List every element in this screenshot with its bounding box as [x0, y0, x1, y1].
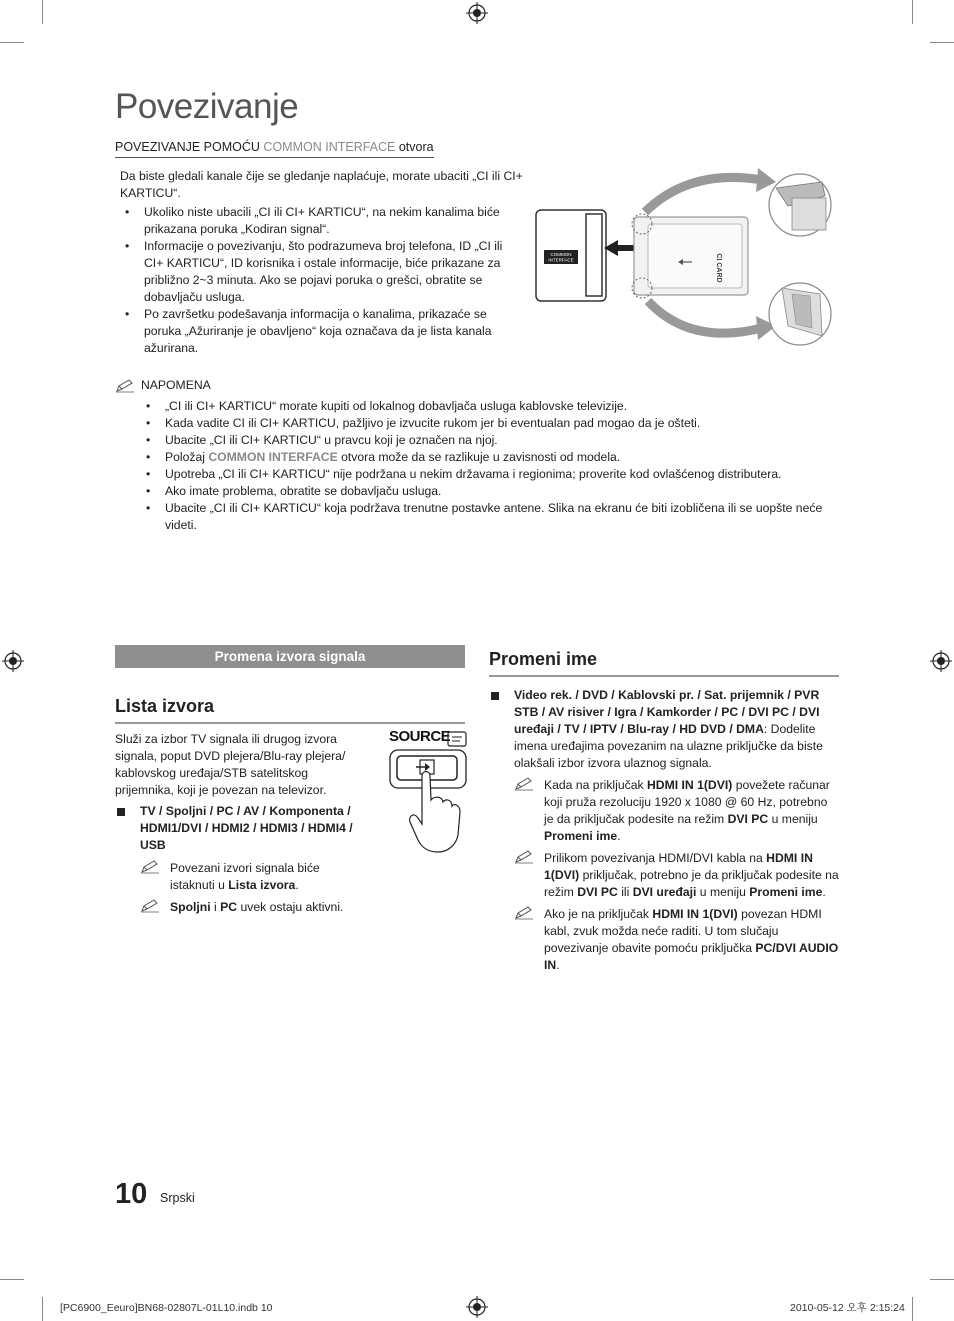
lista-izvora-title: Lista izvora [115, 695, 465, 724]
note-item: Prilikom povezivanja HDMI/DVI kabla na HDMI IN 1(DVI) priključak, potrebno je da priključak podesite na režim DVI PC ili DVI uređaji u meniju Promeni ime. [514, 850, 839, 901]
list-item: • Kada vadite CI ili CI+ KARTICU, pažljivo je izvucite rukom jer bi eventualan pad mogao da je ošteti. [140, 415, 840, 432]
pencil-icon [115, 379, 135, 393]
ci-card-diagram [530, 168, 840, 353]
page-title: Povezivanje [115, 87, 299, 126]
registration-mark-icon [2, 650, 24, 672]
svg-text:COMMON: COMMON [550, 252, 572, 257]
pencil-icon [514, 906, 534, 920]
list-item: • Položaj COMMON INTERFACE otvora može da se razlikuje u zavisnosti od modela. [140, 449, 840, 466]
promeni-ime-title: Promeni ime [489, 648, 839, 677]
footer-date: 2010-05-12 오후 2:15:24 [790, 1302, 905, 1314]
svg-text:INTERFACE: INTERFACE [548, 257, 574, 263]
list-item: • Ako imate problema, obratite se dobavljaču usluga. [140, 483, 840, 500]
source-remote-button-icon [388, 730, 468, 855]
pencil-icon [140, 899, 160, 913]
note-item: Spoljni i PC uvek ostaju aktivni. [140, 899, 360, 916]
list-item: • Informacije o povezivanju, što podrazumeva broj telefona, ID „CI ili CI+ KARTICU“, ID korisnika i ostale informacije, biće prikazane za približno 2~3 minuta. Ako se pojavi poruka o grešci, obratite se dobavljaču usluga. [119, 238, 507, 306]
list-item: • „CI ili CI+ KARTICU“ morate kupiti od lokalnog dobavljača usluga kablovske televizije. [140, 398, 840, 415]
list-item: • Upotreba „CI ili CI+ KARTICU“ nije podržana u nekim državama i regionima; proverite kod ovlašćenog distributera. [140, 466, 840, 483]
lista-izvora-text: Služi za izbor TV signala ili drugog izvora signala, poput DVD plejera/Blu-ray plejera/ kablovskog uređaja/STB satelitskog prijemnika, koji je povezan na televizor. [115, 732, 346, 797]
notes-list [140, 398, 840, 534]
list-item: TV / Spoljni / PC / AV / Komponenta / HDMI1/DVI / HDMI2 / HDMI3 / HDMI4 / USB [115, 803, 365, 854]
list-item: • Po završetku podešavanja informacija o kanalima, prikazaće se poruka „Ažuriranje je obavljeno“ koja označava da je lista kanala ažurirana. [119, 306, 507, 357]
registration-mark-icon [466, 1296, 488, 1318]
section-bar-title: Promena izvora signala [115, 645, 465, 668]
ci-bullet-list [119, 204, 507, 357]
note-item: Ako je na priključak HDMI IN 1(DVI) povezan HDMI kabl, zvuk možda neće raditi. U tom slučaju povezivanje obavite pomoću priključka PC/DVI AUDIO IN. [514, 906, 839, 974]
pencil-icon [514, 777, 534, 791]
registration-mark-icon [466, 2, 488, 24]
source-button-label: SOURCE [389, 728, 451, 745]
list-item: Video rek. / DVD / Kablovski pr. / Sat. prijemnik / PVR STB / AV risiver / Igra / Kamkorder / PC / DVI PC / DVI uređaji / TV / IPTV / Blu-ray / HD DVD / DMA: Dodelite imena uređajima povezanim na ulazne priključke da biste olakšali izbor izvora ulaznog signala. [489, 687, 824, 772]
list-item: • Ubacite „CI ili CI+ KARTICU“ koja podržava trenutne postavke antene. Slika na ekranu će biti izobličena ili se uopšte neće videti. [140, 500, 840, 534]
list-item: • Ubacite „CI ili CI+ KARTICU“ u pravcu koji je označen na njoj. [140, 432, 840, 449]
note-item: Kada na priključak HDMI IN 1(DVI) povežete računar koji pruža rezoluciju 1920 x 1080 @ 60 Hz, potrebno je da priključak podesite na režim DVI PC u meniju Promeni ime. [514, 777, 839, 845]
ci-intro [120, 168, 528, 357]
footer-file: [PC6900_Eeuro]BN68-02807L-01L10.indb 10 [60, 1302, 273, 1314]
svg-text:CI CARD: CI CARD [715, 253, 722, 283]
promeni-ime-section [489, 648, 839, 974]
list-item: • Ukoliko niste ubacili „CI ili CI+ KARTICU“, na nekim kanalima biće prikazana poruka „Kodiran signal“. [119, 204, 507, 238]
note-item: Povezani izvori signala biće istaknuti u Lista izvora. [140, 860, 360, 894]
page-language: Srpski [160, 1191, 195, 1205]
ci-subheading: POVEZIVANJE POMOĆU COMMON INTERFACE otvora [115, 139, 434, 158]
pencil-icon [514, 850, 534, 864]
page-number: 10 [115, 1178, 148, 1210]
notes-heading: NAPOMENA [115, 377, 211, 394]
ci-intro-text: Da biste gledali kanale čije se gledanje naplaćuje, morate ubaciti „CI ili CI+ KARTICU“. [120, 169, 523, 200]
pencil-icon [140, 860, 160, 874]
registration-mark-icon [930, 650, 952, 672]
